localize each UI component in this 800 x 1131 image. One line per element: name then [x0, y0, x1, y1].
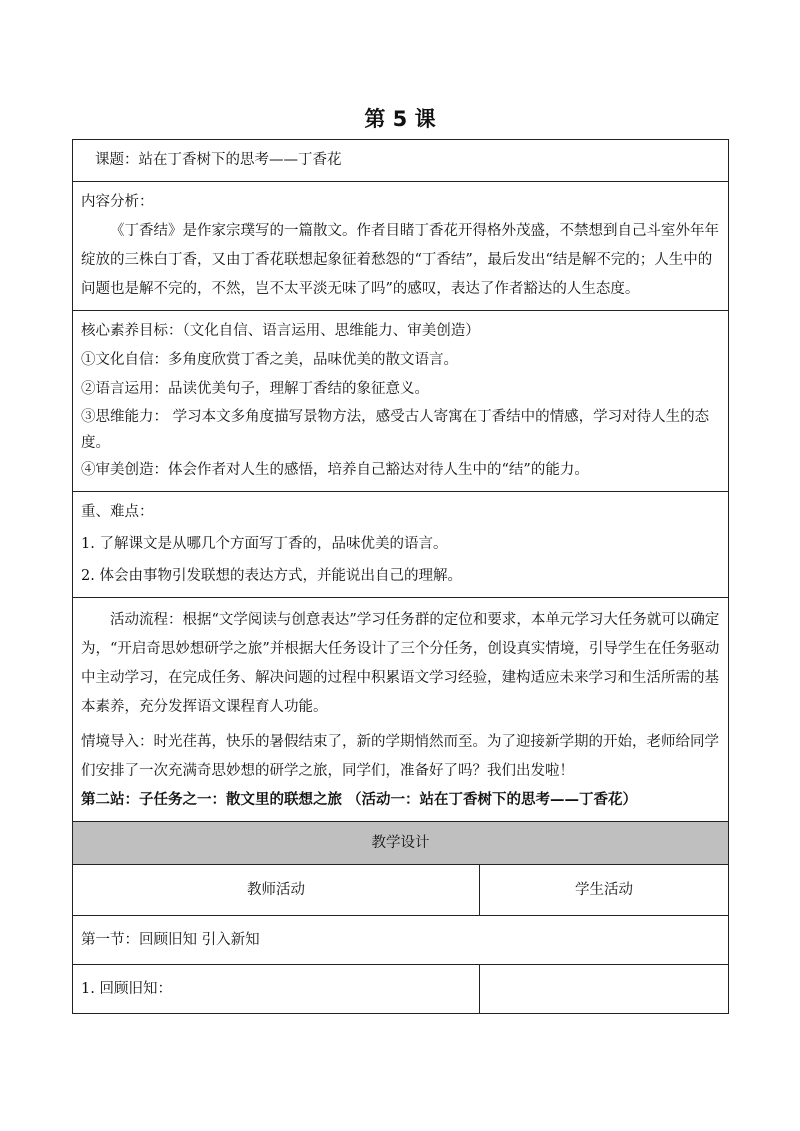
- column-header-row: [73, 865, 729, 916]
- page-title: 第 5 课: [364, 107, 436, 131]
- teacher-activity-header: 教师活动: [247, 881, 305, 898]
- core-goals-heading: 核心素养目标：（文化自信、语言运用、思维能力、审美创造）: [81, 323, 480, 339]
- activity-row: [73, 598, 729, 822]
- analysis-row: [73, 182, 729, 311]
- activity-flow: 活动流程：根据“文学阅读与创意表达”学习任务群的定位和要求，本单元学习大任务就可以确定为，“开启奇思妙想研学之旅”并根据大任务设计了三个分任务，创设真实情境，引导学生在任务驱动中主动学习，在完成任务、解决问题的过程中积累语文学习经验，建构适应未来学习和生活所需的基本素养，充分发挥语文课程育人功能。: [81, 612, 720, 715]
- key-point-item: 2. 体会由事物引发联想的表达方式，并能说出自己的理解。: [81, 568, 462, 584]
- lesson-plan-table: [72, 139, 729, 1014]
- station-heading: 第二站：子任务之一：散文里的联想之旅 （活动一：站在丁香树下的思考——丁香花）: [81, 792, 638, 808]
- analysis-text: 《丁香结》是作家宗璞写的一篇散文。作者目睹丁香花开得格外茂盛，不禁想到自己斗室外年年绽放的三株白丁香，又由丁香花联想起象征着愁怨的“丁香结”，最后发出“结是解不完的；人生中的问题也是解不完的，不然，岂不太平淡无味了吗”的感叹，表达了作者豁达的人生态度。: [81, 223, 719, 297]
- design-header-row: [73, 822, 729, 865]
- section-row: [73, 916, 729, 965]
- design-heading: 教学设计: [371, 834, 430, 851]
- core-goal-item: ②语言运用：品读优美句子，理解丁香结的象征意义。: [81, 381, 429, 397]
- scenario-intro: 情境导入：时光荏苒，快乐的暑假结束了，新的学期悄然而至。为了迎接新学期的开始，老师给同学们安排了一次充满奇思妙想的研学之旅，同学们，准备好了吗？我们出发啦！: [81, 734, 719, 779]
- core-goal-item: ④审美创造：体会作者对人生的感悟，培养自己豁达对待人生中的“结”的能力。: [81, 462, 589, 478]
- core-goal-item: ①文化自信：多角度欣赏丁香之美，品味优美的散文语言。: [81, 352, 458, 368]
- analysis-heading: 内容分析：: [81, 194, 154, 210]
- topic-row: [73, 140, 729, 182]
- lesson-topic: 课题：站在丁香树下的思考——丁香花: [95, 152, 342, 168]
- key-point-item: 1. 了解课文是从哪几个方面写丁香的，品味优美的语言。: [81, 536, 448, 552]
- content-row: [73, 965, 729, 1014]
- core-goal-item: ③思维能力： 学习本文多角度描写景物方法，感受古人寄寓在丁香结中的情感，学习对待人生的态度。: [81, 409, 710, 451]
- core-goals-row: [73, 311, 729, 492]
- key-points-heading: 重、难点：: [81, 504, 154, 520]
- key-points-row: [73, 492, 729, 598]
- review-item: 1. 回顾旧知：: [81, 980, 172, 997]
- student-activity-cell: [480, 965, 729, 1014]
- student-activity-header: 学生活动: [575, 881, 633, 898]
- section-title: 第一节：回顾旧知 引入新知: [81, 931, 260, 948]
